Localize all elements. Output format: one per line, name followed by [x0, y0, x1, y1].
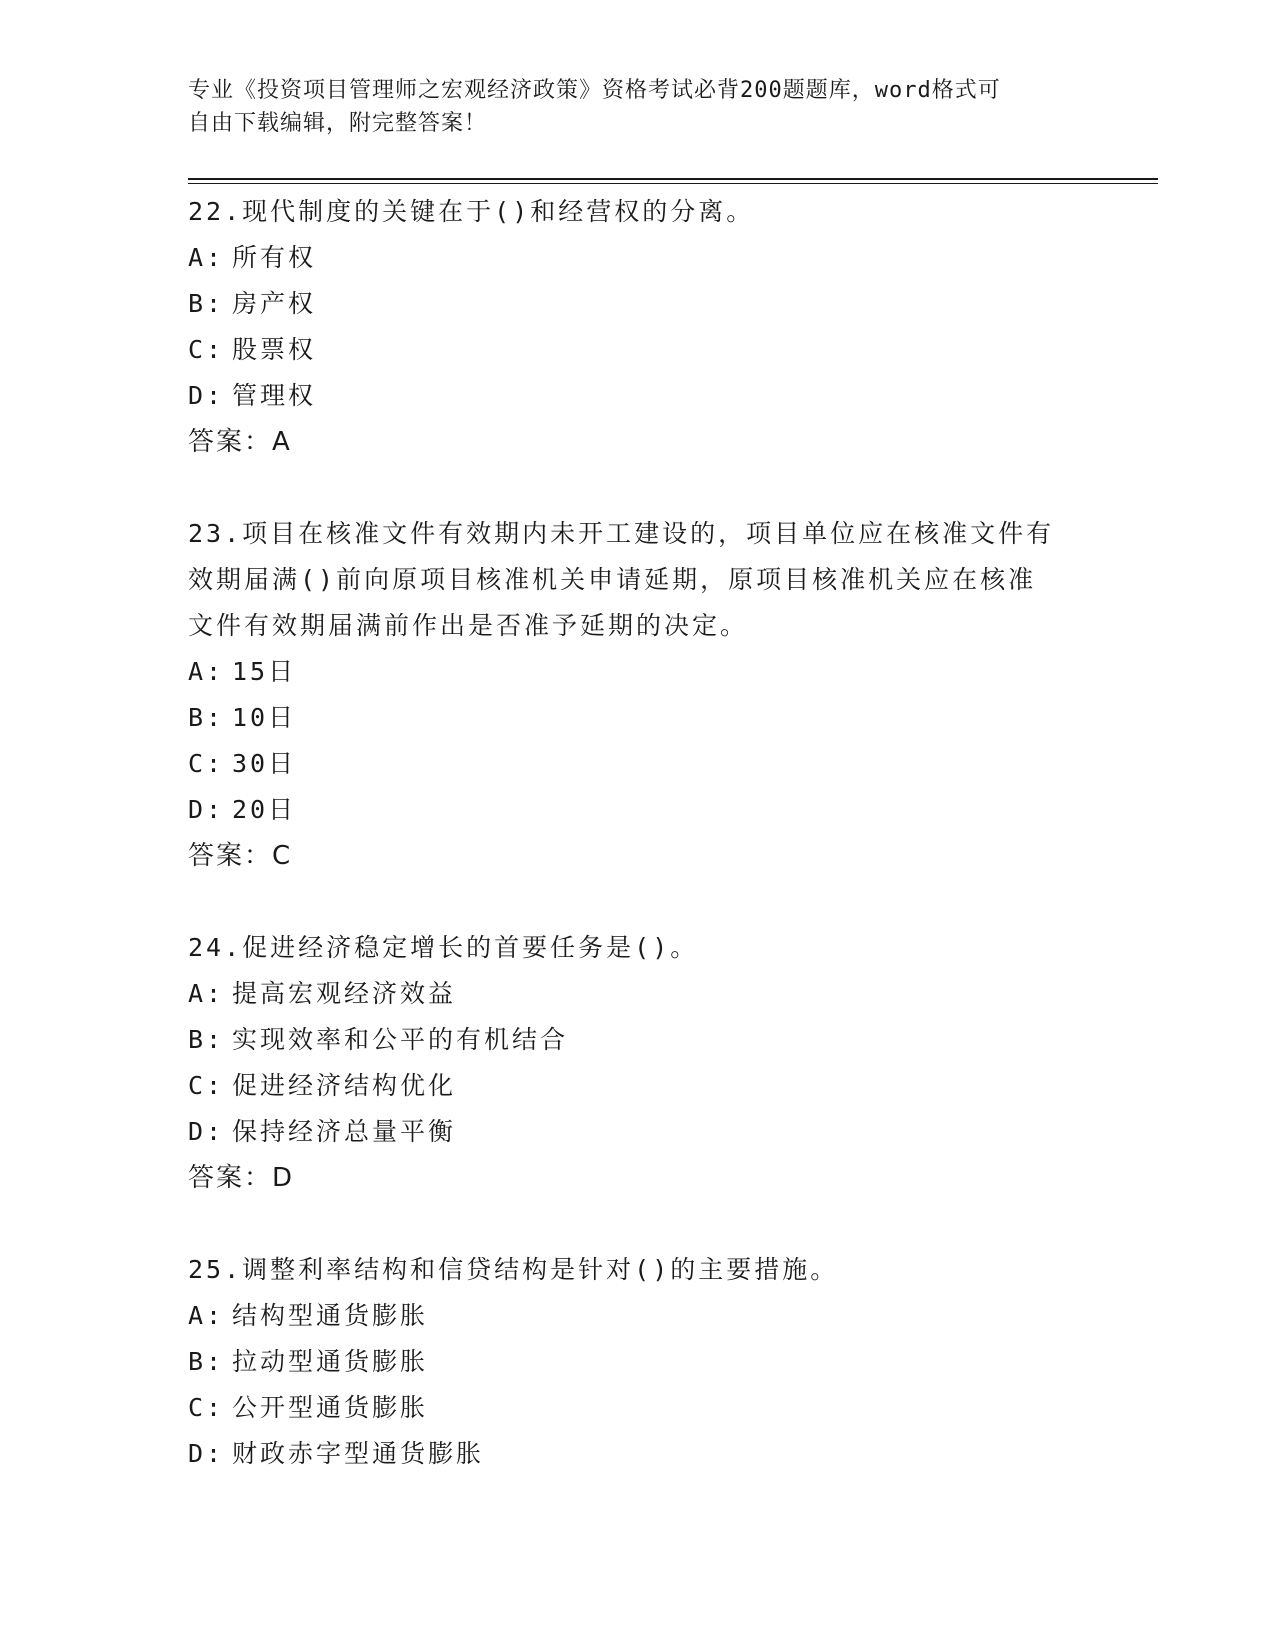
answer-option	[188, 235, 1088, 281]
option-text: 促进经济结构优化	[232, 1071, 457, 1100]
header-line-1: 专业《投资项目管理师之宏观经济政策》资格考试必背200题题库，word格式可	[188, 78, 1001, 103]
option-text: 15日	[232, 657, 297, 686]
option-text: 实现效率和公平的有机结合	[232, 1025, 569, 1054]
option-letter: C:	[188, 1071, 225, 1100]
option-letter: C:	[188, 1393, 225, 1422]
option-text: 财政赤字型通货膨胀	[232, 1439, 485, 1468]
header-line-2: 自由下载编辑，附完整答案！	[188, 111, 488, 136]
option-letter: B:	[188, 1347, 225, 1376]
option-text: 30日	[232, 749, 297, 778]
header-divider-thick	[188, 178, 1158, 180]
answer-key: 答案：A	[188, 427, 292, 457]
option-letter: A:	[188, 243, 225, 272]
header-divider-thin	[188, 183, 1158, 184]
option-letter: D:	[188, 795, 225, 824]
document-header	[188, 74, 1068, 140]
option-text: 20日	[232, 795, 297, 824]
question-stem	[188, 189, 1088, 235]
answer-option	[188, 1109, 1088, 1155]
option-letter: B:	[188, 703, 225, 732]
answer-option	[188, 649, 1088, 695]
option-letter: D:	[188, 1439, 225, 1468]
option-letter: A:	[188, 657, 225, 686]
question-stem-line: 24.促进经济稳定增长的首要任务是()。	[188, 933, 699, 962]
question-stem-line: 文件有效期届满前作出是否准予延期的决定。	[188, 611, 749, 640]
answer-option	[188, 971, 1088, 1017]
question-list	[188, 189, 1088, 1523]
question-stem	[188, 1247, 1088, 1293]
answer-option	[188, 1063, 1088, 1109]
option-text: 股票权	[232, 335, 317, 364]
option-text: 10日	[232, 703, 297, 732]
option-text: 管理权	[232, 381, 317, 410]
answer-key: 答案：D	[188, 1163, 295, 1193]
option-text: 保持经济总量平衡	[232, 1117, 457, 1146]
question-stem-line: 效期届满()前向原项目核准机关申请延期，原项目核准机关应在核准	[188, 565, 1037, 594]
option-letter: B:	[188, 289, 225, 318]
option-text: 房产权	[232, 289, 317, 318]
option-text: 拉动型通货膨胀	[232, 1347, 429, 1376]
answer-option	[188, 1385, 1088, 1431]
question-stem-line: 23.项目在核准文件有效期内未开工建设的，项目单位应在核准文件有	[188, 519, 1055, 548]
question-block	[188, 511, 1088, 879]
answer-option	[188, 281, 1088, 327]
option-letter: C:	[188, 335, 225, 364]
option-letter: D:	[188, 1117, 225, 1146]
answer-option	[188, 695, 1088, 741]
answer-option	[188, 741, 1088, 787]
question-block	[188, 189, 1088, 465]
option-letter: A:	[188, 1301, 225, 1330]
option-letter: C:	[188, 749, 225, 778]
answer-option	[188, 373, 1088, 419]
question-stem	[188, 925, 1088, 971]
answer-option	[188, 1339, 1088, 1385]
question-block	[188, 1247, 1088, 1477]
option-text: 提高宏观经济效益	[232, 979, 457, 1008]
option-letter: D:	[188, 381, 225, 410]
answer-option	[188, 787, 1088, 833]
answer-option	[188, 327, 1088, 373]
question-stem	[188, 511, 1088, 649]
question-stem-line: 22.现代制度的关键在于()和经营权的分离。	[188, 197, 755, 226]
question-block	[188, 925, 1088, 1201]
answer-option	[188, 1293, 1088, 1339]
answer-key: 答案：C	[188, 841, 293, 871]
option-letter: A:	[188, 979, 225, 1008]
answer-option	[188, 1017, 1088, 1063]
question-stem-line: 25.调整利率结构和信贷结构是针对()的主要措施。	[188, 1255, 839, 1284]
option-text: 公开型通货膨胀	[232, 1393, 429, 1422]
option-text: 所有权	[232, 243, 317, 272]
option-text: 结构型通货膨胀	[232, 1301, 429, 1330]
answer-option	[188, 1431, 1088, 1477]
option-letter: B:	[188, 1025, 225, 1054]
